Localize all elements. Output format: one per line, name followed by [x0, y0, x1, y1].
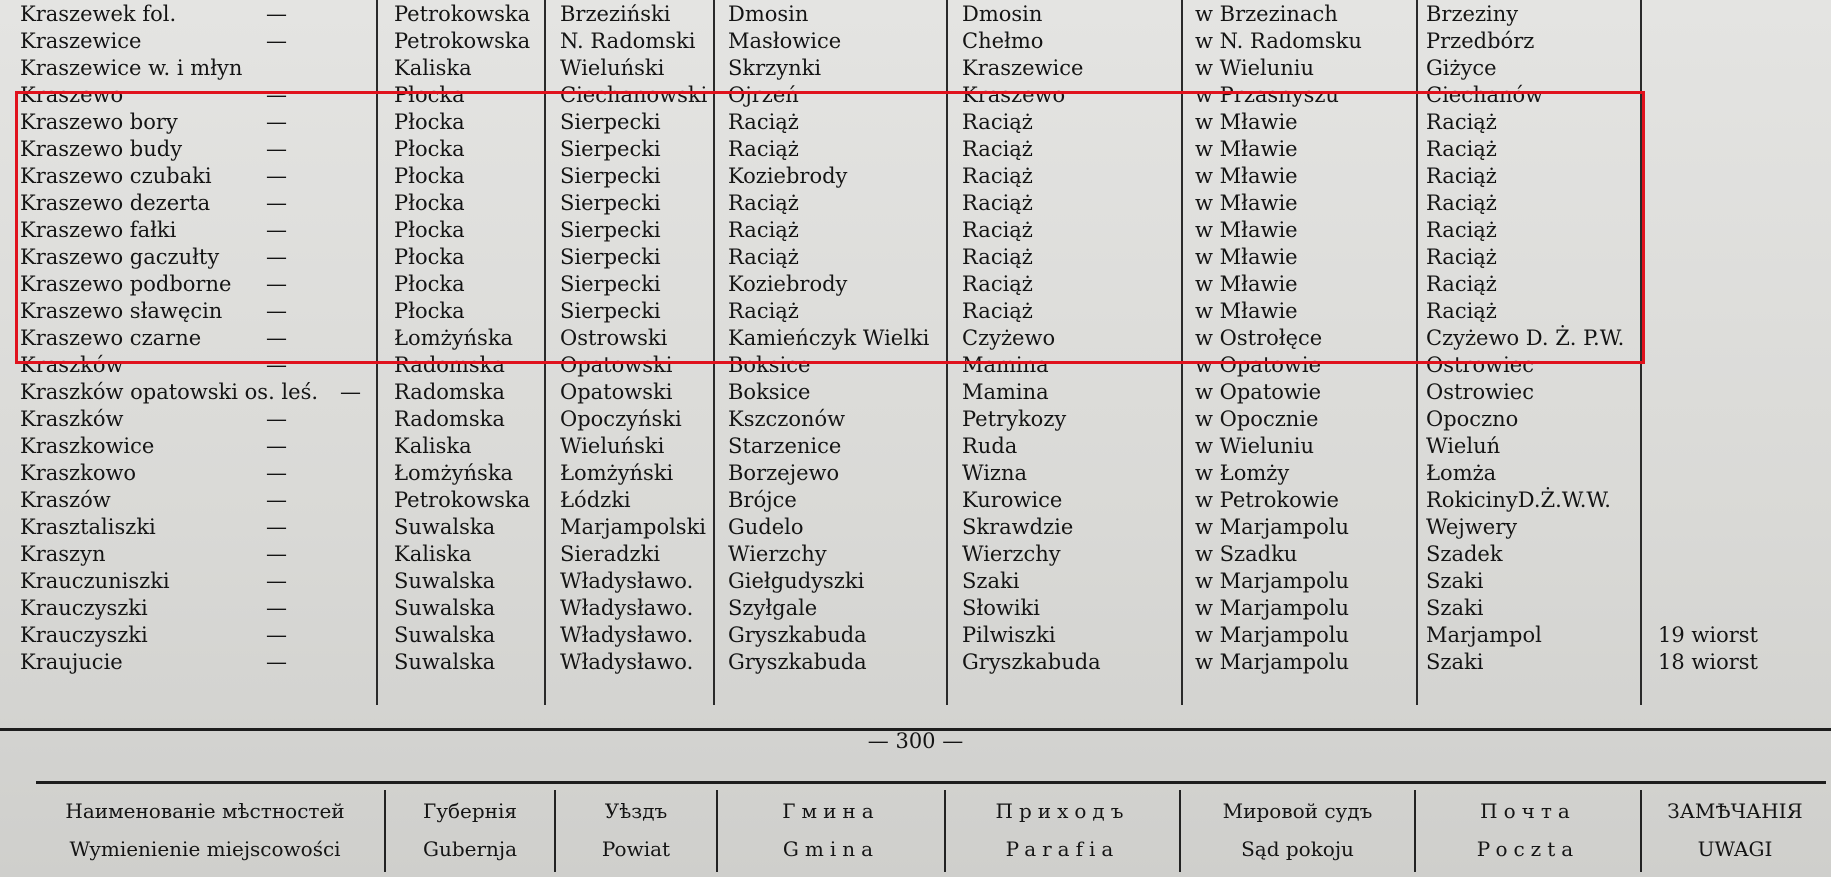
- cell-name: Kraszewo sławęcin: [20, 299, 223, 323]
- cell-name: Kraszewo: [20, 83, 124, 107]
- page-number: — 300 —: [867, 729, 964, 753]
- cell-poczta: Ciechanów: [1426, 83, 1544, 107]
- cell-name: Kraszewo dezerta: [20, 191, 211, 215]
- header-powiat: [556, 792, 716, 872]
- cell-poczta: Szaki: [1426, 569, 1484, 593]
- cell-poczta: Opoczno: [1426, 407, 1519, 431]
- cell-gubernia: Kaliska: [394, 56, 472, 80]
- cell-name: Kraszewice w. i młyn: [20, 56, 243, 80]
- cell-poczta: Szaki: [1426, 650, 1484, 674]
- cell-powiat: Wieluński: [560, 434, 665, 458]
- cell-powiat: Marjampolski: [560, 515, 707, 539]
- cell-sad: w Opocznie: [1195, 407, 1319, 431]
- cell-poczta: Przedbórz: [1426, 29, 1535, 53]
- cell-parafia: Raciąż: [962, 218, 1033, 242]
- cell-poczta: Ostrowiec: [1426, 353, 1534, 377]
- header-parafia: [946, 792, 1179, 872]
- cell-poczta: Raciąż: [1426, 218, 1497, 242]
- cell-name: Kraujucie: [20, 650, 123, 674]
- cell-gubernia: Suwalska: [394, 569, 496, 593]
- cell-gubernia: Płocka: [394, 83, 465, 107]
- header-gmina-pl: Gmina: [782, 837, 880, 861]
- cell-powiat: Opatowski: [560, 353, 673, 377]
- cell-poczta: Wejwery: [1426, 515, 1518, 539]
- cell-poczta: Czyżewo D. Ż. P.W.: [1426, 326, 1625, 350]
- cell-gubernia: Petrokowska: [394, 2, 531, 26]
- header-sad-pl: Sąd pokoju: [1241, 837, 1354, 861]
- cell-dash: —: [266, 488, 287, 512]
- cell-powiat: Władysławo.: [560, 596, 694, 620]
- cell-poczta: Raciąż: [1426, 191, 1497, 215]
- header-poczta: [1416, 792, 1640, 872]
- cell-sad: w Marjampolu: [1195, 515, 1349, 539]
- cell-gmina: Gryszkabuda: [728, 623, 867, 647]
- cell-gubernia: Suwalska: [394, 623, 496, 647]
- cell-name: Kraszewo czubaki: [20, 164, 212, 188]
- cell-gubernia: Płocka: [394, 164, 465, 188]
- cell-powiat: Ostrowski: [560, 326, 668, 350]
- cell-dash: —: [266, 326, 287, 350]
- cell-parafia: Dmosin: [962, 2, 1043, 26]
- cell-powiat: Opatowski: [560, 380, 673, 404]
- cell-powiat: Wieluński: [560, 56, 665, 80]
- cell-dash: —: [266, 110, 287, 134]
- cell-gubernia: Radomska: [394, 353, 505, 377]
- cell-uwagi: 18 wiorst: [1658, 650, 1758, 674]
- cell-gubernia: Suwalska: [394, 650, 496, 674]
- cell-sad: w Ostrołęce: [1195, 326, 1323, 350]
- header-name-pl: Wymienienie miejscowości: [69, 837, 341, 861]
- cell-gubernia: Petrokowska: [394, 29, 531, 53]
- cell-name: Krasztaliszki: [20, 515, 156, 539]
- cell-gubernia: Płocka: [394, 110, 465, 134]
- cell-gmina: Wierzchy: [728, 542, 827, 566]
- cell-dash: —: [266, 650, 287, 674]
- cell-gubernia: Suwalska: [394, 515, 496, 539]
- table-row: [0, 379, 1831, 406]
- cell-powiat: Sierpecki: [560, 218, 661, 242]
- cell-poczta: Raciąż: [1426, 164, 1497, 188]
- cell-parafia: Kraszewice: [962, 56, 1084, 80]
- cell-gmina: Gryszkabuda: [728, 650, 867, 674]
- cell-parafia: Raciąż: [962, 137, 1033, 161]
- header-poczta-pl: Poczta: [1476, 837, 1580, 861]
- cell-parafia: Kurowice: [962, 488, 1063, 512]
- cell-sad: w Opatowie: [1195, 380, 1322, 404]
- cell-parafia: Wierzchy: [962, 542, 1061, 566]
- cell-gubernia: Płocka: [394, 272, 465, 296]
- cell-gmina: Raciąż: [728, 137, 799, 161]
- header-parafia-ru: Приходъ: [995, 799, 1130, 823]
- cell-name: Kraszewice: [20, 29, 142, 53]
- table-row: [0, 55, 1831, 82]
- cell-name: Kraszkowo: [20, 461, 137, 485]
- cell-poczta: Szadek: [1426, 542, 1503, 566]
- cell-name: Kraszków opatowski os. leś.: [20, 380, 319, 404]
- cell-sad: w Brzezinach: [1195, 2, 1338, 26]
- header-uwagi-pl: UWAGI: [1697, 837, 1773, 861]
- table-row: [0, 1, 1831, 28]
- cell-gmina: Raciąż: [728, 110, 799, 134]
- header-uwagi-ru: ЗАМѢЧАНІЯ: [1667, 799, 1803, 823]
- cell-powiat: Sierpecki: [560, 272, 661, 296]
- cell-powiat: Sierpecki: [560, 299, 661, 323]
- cell-parafia: Wizna: [962, 461, 1028, 485]
- cell-name: Krauczyszki: [20, 623, 148, 647]
- cell-name: Kraszów: [20, 488, 111, 512]
- cell-dash: —: [266, 407, 287, 431]
- cell-name: Kraszków: [20, 407, 124, 431]
- cell-gmina: Raciąż: [728, 299, 799, 323]
- cell-poczta: Raciąż: [1426, 137, 1497, 161]
- cell-sad: w Marjampolu: [1195, 596, 1349, 620]
- cell-powiat: Sierpecki: [560, 245, 661, 269]
- cell-poczta: Szaki: [1426, 596, 1484, 620]
- cell-gmina: Starzenice: [728, 434, 842, 458]
- header-gubernia-ru: Губернія: [422, 799, 518, 823]
- cell-powiat: Władysławo.: [560, 650, 694, 674]
- cell-gmina: Borzejewo: [728, 461, 840, 485]
- cell-gmina: Dmosin: [728, 2, 809, 26]
- cell-dash: —: [266, 434, 287, 458]
- cell-sad: w Mławie: [1195, 110, 1298, 134]
- cell-gubernia: Płocka: [394, 245, 465, 269]
- cell-gmina: Raciąż: [728, 191, 799, 215]
- table-row: [0, 487, 1831, 514]
- cell-powiat: Władysławo.: [560, 569, 694, 593]
- cell-gmina: Koziebrody: [728, 164, 848, 188]
- cell-sad: w Marjampolu: [1195, 569, 1349, 593]
- header-poczta-ru: Почта: [1480, 799, 1576, 823]
- cell-dash: —: [266, 299, 287, 323]
- cell-parafia: Kraszewo: [962, 83, 1066, 107]
- cell-parafia: Raciąż: [962, 110, 1033, 134]
- cell-parafia: Szaki: [962, 569, 1020, 593]
- cell-gmina: Giełgudyszki: [728, 569, 865, 593]
- cell-dash: —: [266, 461, 287, 485]
- cell-poczta: Marjampol: [1426, 623, 1542, 647]
- table-row: [0, 406, 1831, 433]
- table-row: [0, 28, 1831, 55]
- cell-gmina: Masłowice: [728, 29, 842, 53]
- cell-gubernia: Suwalska: [394, 596, 496, 620]
- header-sad: [1181, 792, 1414, 872]
- header-gubernia: [386, 792, 554, 872]
- cell-parafia: Raciąż: [962, 299, 1033, 323]
- cell-powiat: Łomżyński: [560, 461, 674, 485]
- cell-sad: w Marjampolu: [1195, 650, 1349, 674]
- cell-name: Kraszewo gaczułty: [20, 245, 220, 269]
- cell-parafia: Mamina: [962, 353, 1049, 377]
- header-name-ru: Наименованіе мѣстностей: [65, 799, 345, 823]
- cell-dash: —: [266, 2, 287, 26]
- cell-gubernia: Płocka: [394, 191, 465, 215]
- cell-dash: —: [266, 542, 287, 566]
- cell-gubernia: Radomska: [394, 380, 505, 404]
- cell-sad: w Mławie: [1195, 299, 1298, 323]
- cell-gubernia: Kaliska: [394, 434, 472, 458]
- cell-parafia: Skrawdzie: [962, 515, 1074, 539]
- cell-gubernia: Płocka: [394, 137, 465, 161]
- header-uwagi: [1642, 792, 1828, 872]
- cell-name: Krauczuniszki: [20, 569, 170, 593]
- cell-gmina: Boksice: [728, 353, 811, 377]
- cell-powiat: Brzeziński: [560, 2, 671, 26]
- cell-gmina: Ojrzeń: [728, 83, 799, 107]
- cell-dash: —: [266, 623, 287, 647]
- cell-powiat: Sierpecki: [560, 137, 661, 161]
- table-row: [0, 460, 1831, 487]
- highlight-box: [15, 91, 1645, 364]
- cell-parafia: Pilwiszki: [962, 623, 1056, 647]
- cell-parafia: Raciąż: [962, 272, 1033, 296]
- cell-dash: —: [266, 353, 287, 377]
- cell-poczta: RokicinyD.Ż.W.W.: [1426, 488, 1611, 512]
- header-sad-ru: Мировой судъ: [1222, 799, 1373, 823]
- cell-sad: w Wieluniu: [1195, 56, 1315, 80]
- cell-poczta: Wieluń: [1426, 434, 1501, 458]
- table-row: [0, 595, 1831, 622]
- cell-parafia: Gryszkabuda: [962, 650, 1101, 674]
- cell-parafia: Raciąż: [962, 164, 1033, 188]
- cell-sad: w Przasnyszu: [1195, 83, 1339, 107]
- cell-sad: w Opatowie: [1195, 353, 1322, 377]
- cell-dash: —: [340, 380, 361, 404]
- table-row: [0, 541, 1831, 568]
- cell-dash: —: [266, 218, 287, 242]
- table-row: [0, 514, 1831, 541]
- cell-dash: —: [266, 83, 287, 107]
- table-row: [0, 649, 1831, 676]
- cell-sad: w Szadku: [1195, 542, 1298, 566]
- cell-dash: —: [266, 164, 287, 188]
- cell-poczta: Raciąż: [1426, 272, 1497, 296]
- cell-gmina: Boksice: [728, 380, 811, 404]
- cell-gmina: Kszczonów: [728, 407, 846, 431]
- cell-gubernia: Kaliska: [394, 542, 472, 566]
- cell-gmina: Kamieńczyk Wielki: [728, 326, 930, 350]
- header-parafia-pl: Parafia: [1005, 837, 1120, 861]
- cell-name: Kraszyn: [20, 542, 106, 566]
- cell-gubernia: Płocka: [394, 299, 465, 323]
- cell-dash: —: [266, 191, 287, 215]
- cell-parafia: Ruda: [962, 434, 1018, 458]
- cell-name: Krauczyszki: [20, 596, 148, 620]
- header-powiat-pl: Powiat: [601, 837, 671, 861]
- cell-powiat: Władysławo.: [560, 623, 694, 647]
- cell-name: Kraszewo bory: [20, 110, 178, 134]
- cell-parafia: Mamina: [962, 380, 1049, 404]
- cell-sad: w Mławie: [1195, 245, 1298, 269]
- header-name: [30, 792, 380, 872]
- cell-dash: —: [266, 596, 287, 620]
- cell-dash: —: [266, 272, 287, 296]
- cell-dash: —: [266, 515, 287, 539]
- cell-sad: w Mławie: [1195, 191, 1298, 215]
- cell-parafia: Słowiki: [962, 596, 1040, 620]
- header-gmina-ru: Гмина: [782, 799, 880, 823]
- header-powiat-ru: Уѣздъ: [604, 799, 668, 823]
- cell-gubernia: Płocka: [394, 218, 465, 242]
- cell-powiat: Sierpecki: [560, 191, 661, 215]
- cell-gubernia: Radomska: [394, 407, 505, 431]
- cell-gmina: Raciąż: [728, 218, 799, 242]
- cell-sad: w N. Radomsku: [1195, 29, 1362, 53]
- cell-powiat: Sierpecki: [560, 164, 661, 188]
- cell-gubernia: Łomżyńska: [394, 326, 514, 350]
- cell-name: Kraszewo budy: [20, 137, 183, 161]
- cell-parafia: Raciąż: [962, 245, 1033, 269]
- cell-gmina: Raciąż: [728, 245, 799, 269]
- cell-parafia: Raciąż: [962, 191, 1033, 215]
- cell-parafia: Petrykozy: [962, 407, 1067, 431]
- cell-poczta: Brzeziny: [1426, 2, 1519, 26]
- cell-powiat: Sierpecki: [560, 110, 661, 134]
- cell-sad: w Łomży: [1195, 461, 1290, 485]
- cell-gmina: Koziebrody: [728, 272, 848, 296]
- header-gubernia-pl: Gubernja: [422, 837, 518, 861]
- cell-poczta: Łomża: [1426, 461, 1497, 485]
- cell-name: Kraszewo podborne: [20, 272, 232, 296]
- cell-gubernia: Petrokowska: [394, 488, 531, 512]
- cell-gmina: Skrzynki: [728, 56, 822, 80]
- cell-poczta: Giżyce: [1426, 56, 1497, 80]
- cell-poczta: Ostrowiec: [1426, 380, 1534, 404]
- cell-powiat: Łódzki: [560, 488, 631, 512]
- cell-poczta: Raciąż: [1426, 245, 1497, 269]
- cell-powiat: Sieradzki: [560, 542, 661, 566]
- header-gmina: [718, 792, 944, 872]
- cell-name: Kraszewo czarne: [20, 326, 202, 350]
- cell-sad: w Mławie: [1195, 218, 1298, 242]
- cell-dash: —: [266, 29, 287, 53]
- table-row: [0, 433, 1831, 460]
- cell-sad: w Mławie: [1195, 137, 1298, 161]
- cell-dash: —: [266, 245, 287, 269]
- cell-sad: w Wieluniu: [1195, 434, 1315, 458]
- cell-powiat: Opoczyński: [560, 407, 682, 431]
- cell-parafia: Chełmo: [962, 29, 1044, 53]
- cell-parafia: Czyżewo: [962, 326, 1056, 350]
- cell-powiat: N. Radomski: [560, 29, 696, 53]
- cell-dash: —: [266, 137, 287, 161]
- cell-poczta: Raciąż: [1426, 110, 1497, 134]
- cell-name: Kraszków: [20, 353, 124, 377]
- cell-sad: w Mławie: [1195, 164, 1298, 188]
- cell-name: Kraszewo fałki: [20, 218, 177, 242]
- cell-sad: w Mławie: [1195, 272, 1298, 296]
- cell-sad: w Marjampolu: [1195, 623, 1349, 647]
- cell-gubernia: Łomżyńska: [394, 461, 514, 485]
- table-row: [0, 622, 1831, 649]
- table-row: [0, 568, 1831, 595]
- cell-gmina: Szyłgale: [728, 596, 818, 620]
- cell-powiat: Ciechanowski: [560, 83, 708, 107]
- cell-poczta: Raciąż: [1426, 299, 1497, 323]
- cell-dash: —: [266, 569, 287, 593]
- header-rule: [36, 781, 1826, 784]
- cell-name: Kraszewek fol.: [20, 2, 177, 26]
- cell-gmina: Gudelo: [728, 515, 804, 539]
- cell-name: Kraszkowice: [20, 434, 155, 458]
- cell-uwagi: 19 wiorst: [1658, 623, 1758, 647]
- cell-sad: w Petrokowie: [1195, 488, 1339, 512]
- cell-gmina: Brójce: [728, 488, 797, 512]
